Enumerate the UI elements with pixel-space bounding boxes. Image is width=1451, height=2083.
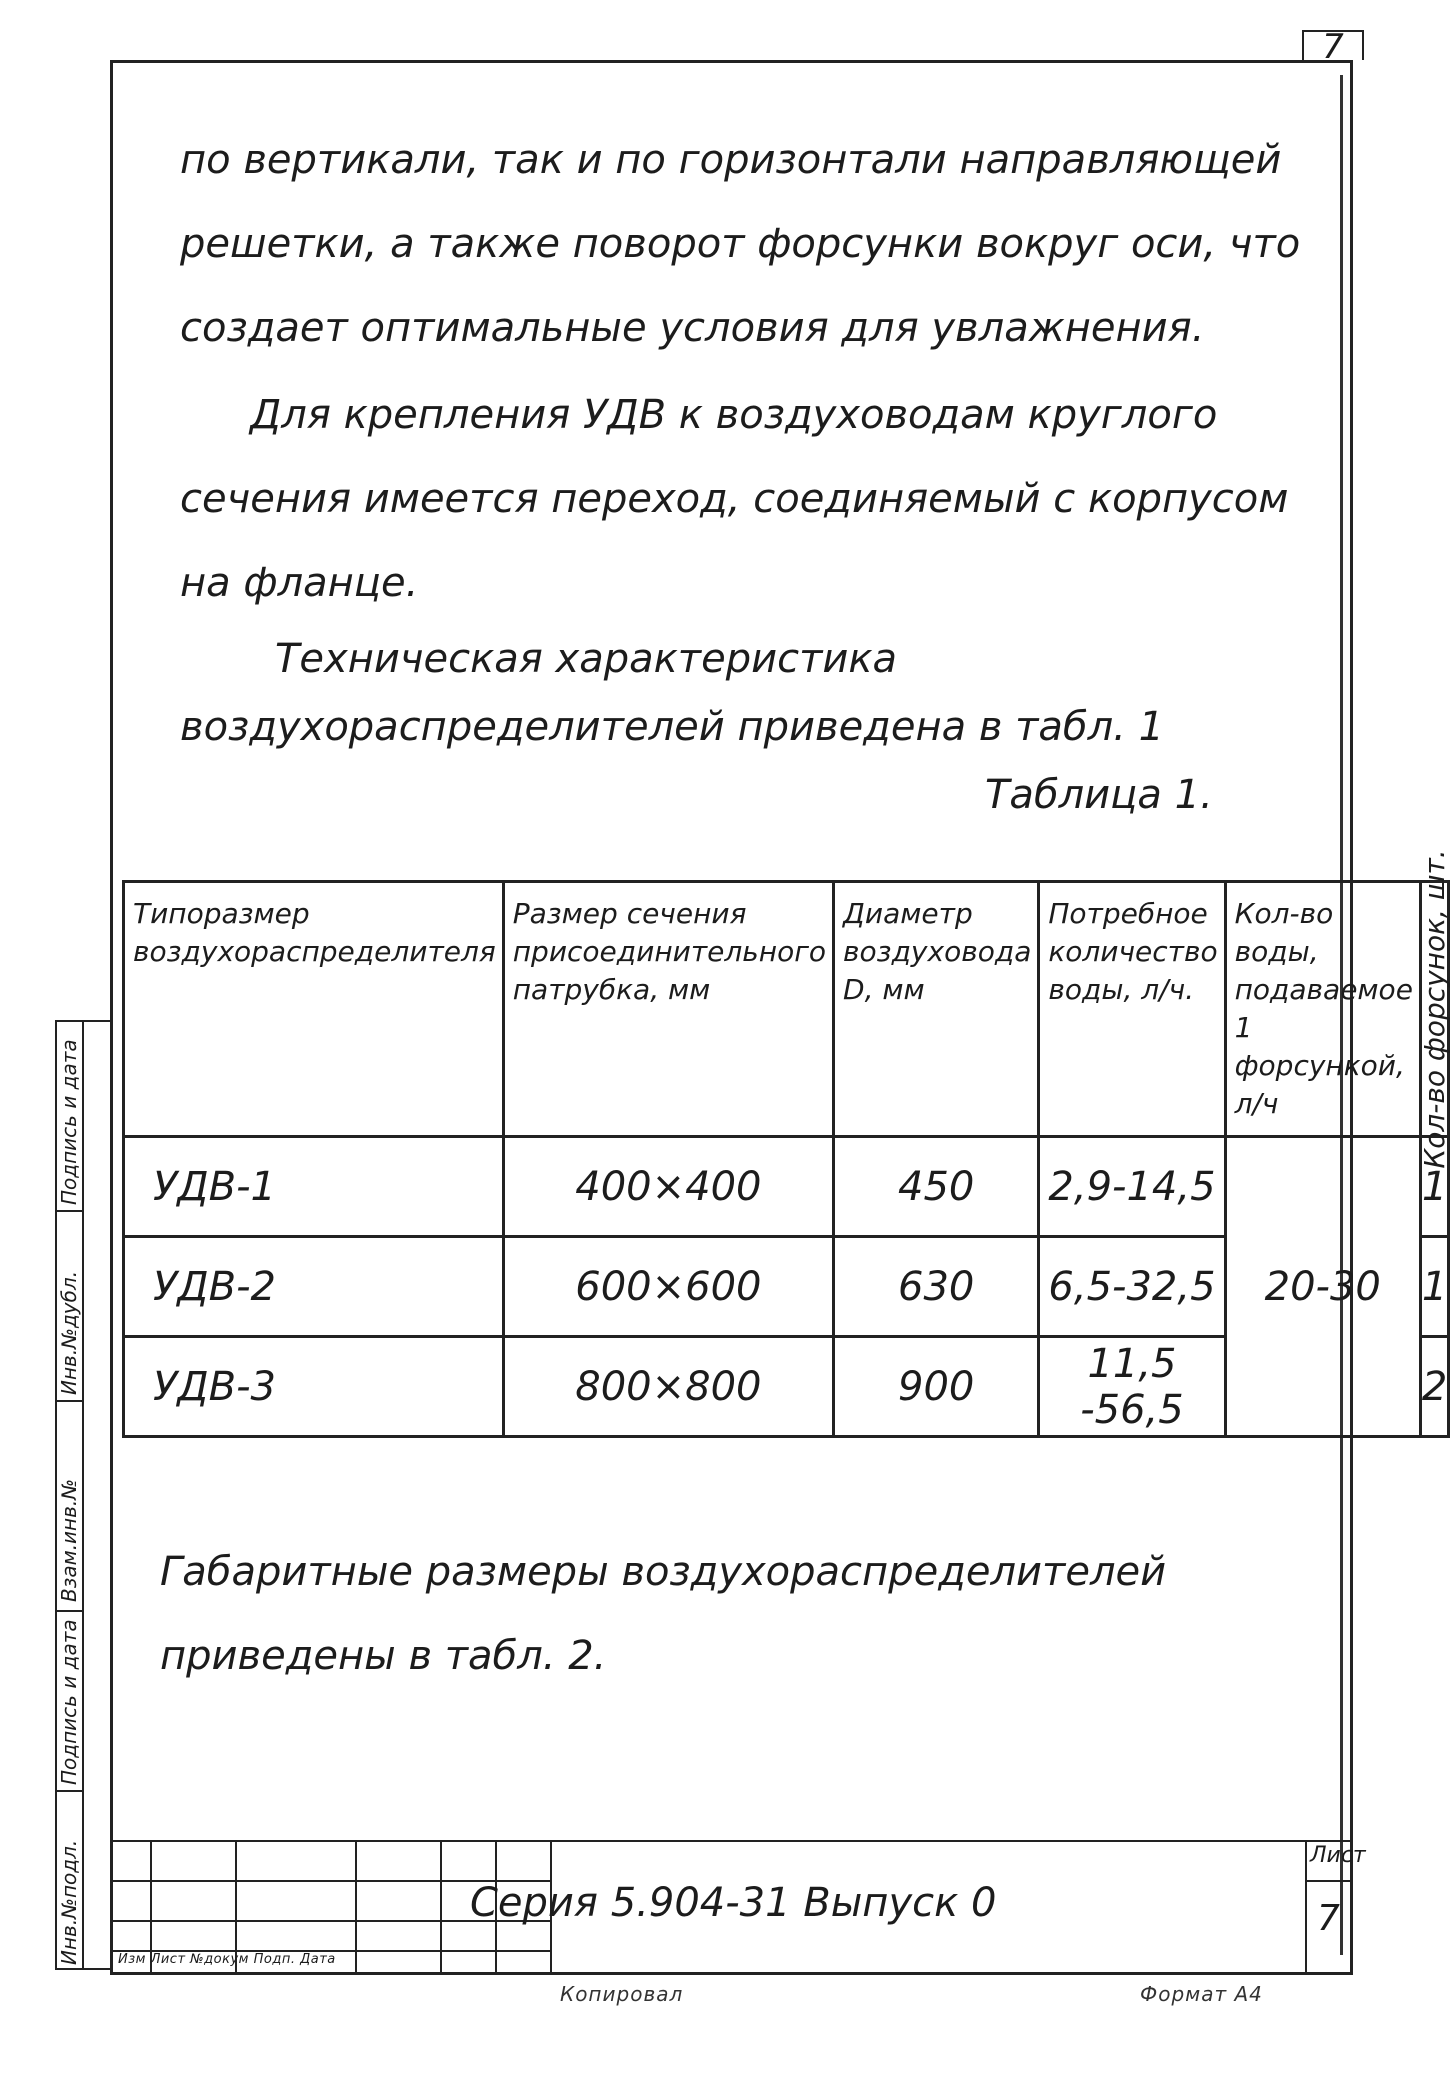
- header-water-need: Потребное количество воды, л/ч.: [1039, 882, 1225, 1137]
- series-designation: Серия 5.904-31 Выпуск 0: [470, 1880, 997, 1926]
- paragraph-mounting: Для крепления УДВ к воздуховодам круглого сечения имеется переход, соединяемый с корпусом на фланце.: [180, 392, 1289, 606]
- sheet-box-divider: [1305, 1880, 1353, 1882]
- paragraph-nozzle-rotation: по вертикали, так и по горизонтали направляющей решетки, а также поворот форсунки вокруг оси, что создает оптимальные условия для увлажнения.: [180, 137, 1301, 351]
- cell-diameter: 450: [834, 1137, 1039, 1237]
- cell-size: 600×600: [503, 1237, 833, 1337]
- side-stamp-row-line: [55, 1210, 82, 1212]
- cell-water-need: 6,5-32,5: [1039, 1237, 1225, 1337]
- cell-nozzles: 2: [1420, 1337, 1448, 1437]
- cell-water-need: 11,5 -56,5: [1039, 1337, 1225, 1437]
- table-row: [124, 1137, 1449, 1237]
- side-stamp-divider: [82, 1020, 84, 1970]
- side-label-inv-dubl: Инв.№дубл.: [57, 1270, 81, 1395]
- cell-type: УДВ-3: [124, 1337, 504, 1437]
- title-block-top-line: [110, 1840, 1353, 1842]
- title-block-column-labels: Изм Лист №докум Подп. Дата: [118, 1952, 336, 1967]
- cell-diameter: 630: [834, 1237, 1039, 1337]
- header-water-per-nozzle: Кол-во воды, подаваемое 1 форсункой, л/ч: [1225, 882, 1420, 1137]
- side-label-sign-date-2: Подпись и дата: [57, 1039, 81, 1205]
- side-label-sign-date-1: Подпись и дата: [57, 1619, 81, 1785]
- side-stamp-row-line: [55, 1610, 82, 1612]
- header-type: Типоразмер воздухораспределителя: [124, 882, 504, 1137]
- header-nozzles-text: Кол-во форсунок, шт.: [1417, 849, 1451, 1169]
- table-header-row: [124, 882, 1449, 1137]
- table-caption: Таблица 1.: [985, 772, 1213, 818]
- sheet-label: Лист: [1310, 1843, 1366, 1868]
- title-block-col-line: [355, 1840, 357, 1975]
- cell-type: УДВ-2: [124, 1237, 504, 1337]
- side-stamp-row-line: [55, 1790, 82, 1792]
- sheet-number-top: 7: [1302, 30, 1364, 60]
- cell-size: 800×800: [503, 1337, 833, 1437]
- cell-water-per-nozzle-merged: 20-30: [1225, 1137, 1420, 1437]
- header-nozzles: [1417, 849, 1451, 1169]
- side-stamp-row-line: [55, 1400, 82, 1402]
- spec-table: [122, 849, 1451, 1438]
- side-label-inv-orig: Инв.№подл.: [57, 1839, 81, 1965]
- cell-nozzles: 1: [1420, 1137, 1448, 1237]
- paragraph-tech-spec: Техническая характеристика воздухораспределителей приведена в табл. 1: [180, 636, 1165, 750]
- cell-type: УДВ-1: [124, 1137, 504, 1237]
- cell-diameter: 900: [834, 1337, 1039, 1437]
- side-label-vzam-inv: Взам.инв.№: [57, 1478, 81, 1602]
- cell-nozzles: 1: [1420, 1237, 1448, 1337]
- paragraph-dimensions: Габаритные размеры воздухораспределителей приведены в табл. 2.: [160, 1549, 1167, 1679]
- cell-size: 400×400: [503, 1137, 833, 1237]
- cell-water-need: 2,9-14,5: [1039, 1137, 1225, 1237]
- header-size: Размер сечения присоединительного патрубка, мм: [503, 882, 833, 1137]
- format-label: Формат А4: [1140, 1982, 1263, 2006]
- copied-label: Копировал: [560, 1982, 684, 2006]
- header-diameter: Диаметр воздуховода D, мм: [834, 882, 1039, 1137]
- title-block-col-line: [440, 1840, 442, 1975]
- sheet-value: 7: [1317, 1898, 1340, 1939]
